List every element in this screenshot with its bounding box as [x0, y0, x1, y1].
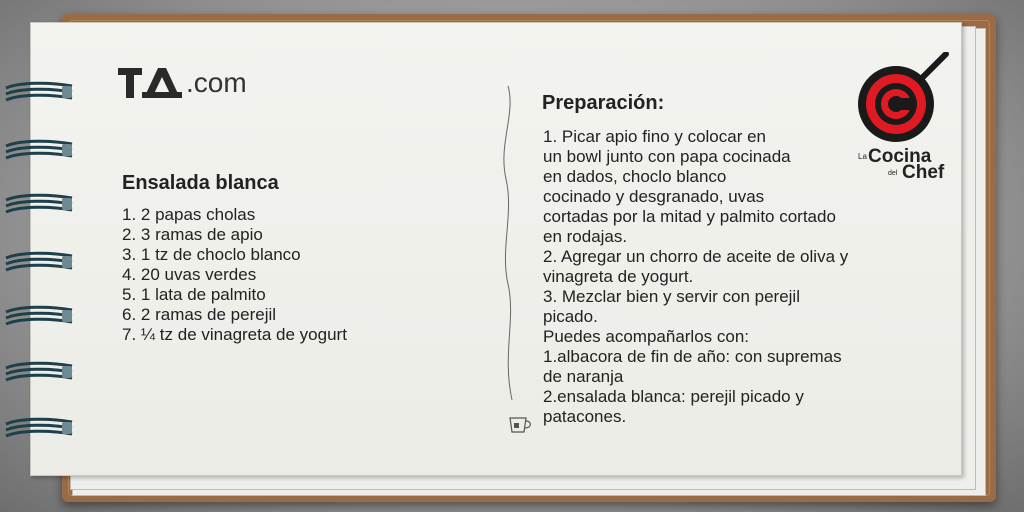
ta-logo-mark [118, 66, 184, 100]
step-item: 1. Picar apio fino y colocar en un bowl junto con papa cocinada en dados, choclo blanco cocinado y desgranado, uvas cortadas por la mitad y palmito cortado en rodajas. [543, 127, 836, 246]
coffee-cup-icon [508, 414, 536, 436]
site-logo-text: .com [186, 67, 247, 98]
list-item: 1. 2 papas cholas [122, 205, 256, 224]
list-item: 7. ¼ tz de vinagreta de yogurt [122, 325, 347, 344]
chef-logo-text: La Cocina del Chef [858, 146, 945, 183]
list-item: 3. 1 tz de choclo blanco [122, 245, 301, 264]
step-item: 2. Agregar un chorro de aceite de oliva y vinagreta de yogurt. [543, 247, 849, 286]
ingredient-list [122, 205, 347, 345]
preparation-title: Preparación: [542, 92, 665, 114]
recipe-title: Ensalada blanca [122, 172, 279, 194]
chef-pan-logo [852, 52, 952, 148]
spiral-ring-icon [0, 0, 80, 512]
step-item: 1.albacora de fin de año: con supremas de naranja [543, 347, 842, 386]
list-item: 5. 1 lata de palmito [122, 285, 266, 304]
list-item: 2. 3 ramas de apio [122, 225, 263, 244]
step-item: Puedes acompañarlos con: [543, 327, 750, 346]
step-item: 3. Mezclar bien y servir con perejil picado. [543, 287, 800, 326]
site-logo[interactable] [118, 66, 247, 100]
list-item: 6. 2 ramas de perejil [122, 305, 277, 324]
wavy-divider [496, 84, 526, 404]
list-item: 4. 20 uvas verdes [122, 265, 257, 284]
step-item: 2.ensalada blanca: perejil picado y patacones. [543, 387, 804, 426]
